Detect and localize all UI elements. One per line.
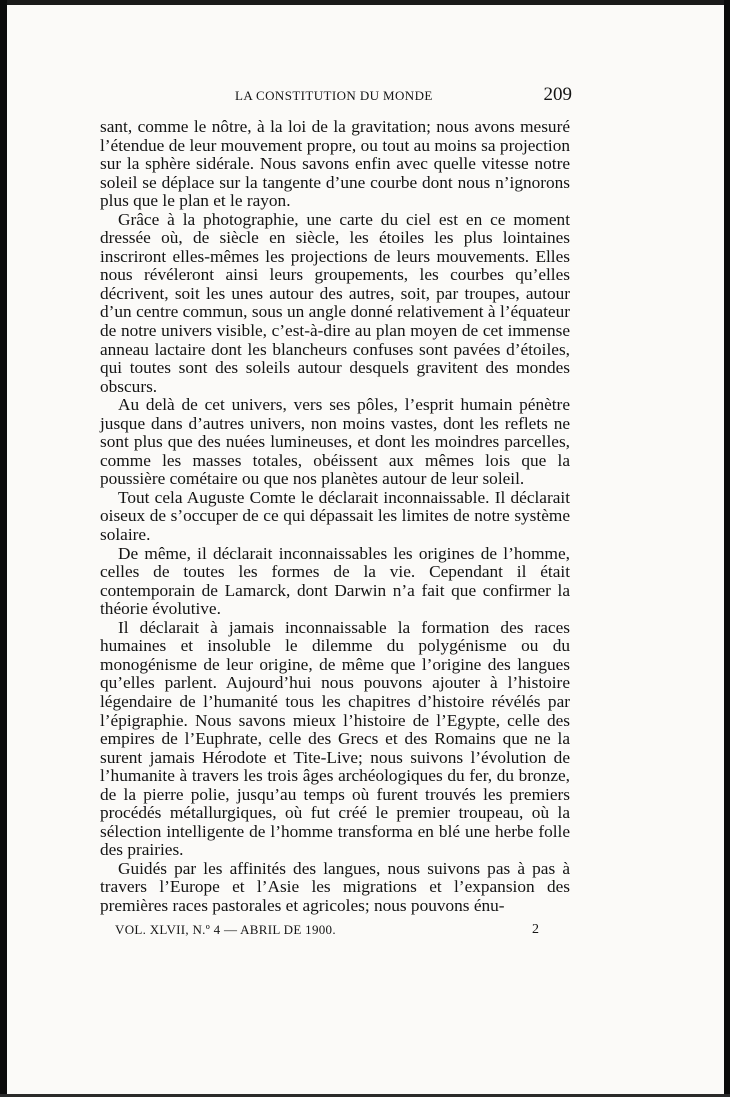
page-footer (100, 922, 570, 942)
paragraph: De même, il déclarait inconnaissables les origines de l’homme, celles de toutes les formes de la vie. Cependant il était contemporain de Lamarck, dont Darwin n’a fait que confirmer la théorie évolutive. (100, 543, 570, 619)
paragraph: Il déclarait à jamais inconnaissable la formation des races humaines et insoluble le dilemme du polygénisme ou du monogénisme de leur origine, de même que l’origine des langues qu’elles parlent. Aujourd’hui nous pouvons ajouter à l’histoire légendaire de l’humanité tous les chapitres d’histoire révélés par l’épigraphie. Nous savons mieux l’histoire de l’Egypte, celle des empires de l’Euphrate, celle des Grecs et des Romains que ne la surent jamais Hérodote et Tite-Live; nous suivons l’évolution de l’humanite à travers les trois âges archéologiques du fer, du bronze, de la pierre polie, jusqu’au temps où furent trouvés les premiers procédés métallurgiques, où fut créé le premier troupeau, où la sélection intelligente de l’homme transforma en blé une herbe folle des prairies. (100, 617, 570, 860)
scan-edge-right (724, 0, 730, 1097)
volume-info: VOL. XLVII, N.º 4 — ABRIL DE 1900. (115, 921, 336, 937)
paragraph: sant, comme le nôtre, à la loi de la gravitation; nous avons mesuré l’étendue de leur mouvement propre, ou tout au moins sa projection sur la sphère sidérale. Nous savons enfin avec quelle vitesse notre soleil se déplace sur la tangente d’une courbe dont nous n’ignorons plus que le plan et le rayon. (100, 117, 570, 211)
signature-mark: 2 (532, 921, 539, 937)
text-block (100, 84, 570, 942)
paragraph: Au delà de cet univers, vers ses pôles, l’esprit humain pénètre jusque dans d’autres univers, non moins vastes, dont les reflets ne sont plus que des nuées lumineuses, et dont les moindres parcelles, comme les masses totales, obéissent aux mêmes lois que la poussière cométaire ou que nos planètes autour de leur soleil. (100, 395, 570, 489)
scan-edge-top (0, 0, 730, 5)
running-head (100, 84, 570, 112)
paragraph: Guidés par les affinités des langues, nous suivons pas à pas à travers l’Europe et l’Asie les migrations et l’expansion des premières races pastorales et agricoles; nous pouvons énu- (100, 858, 570, 915)
running-title: LA CONSTITUTION DU MONDE (235, 88, 433, 103)
paragraph: Tout cela Auguste Comte le déclarait inconnaissable. Il déclarait oiseux de s’occuper de ce qui dépassait les limites de notre système solaire. (100, 487, 570, 545)
scan-edge-left (0, 0, 7, 1097)
page-number: 209 (543, 84, 572, 105)
paragraph: Grâce à la photographie, une carte du ciel est en ce moment dressée où, de siècle en siècle, les étoiles les plus lointaines inscriront elles-mêmes les projections de leurs mouvements. Elles nous révéleront ainsi leurs groupements, les courbes qu’elles décrivent, soit les unes autour des autres, soit, par troupes, autour d’un centre commun, sous un angle donné relativement à l’équateur de notre univers visible, c’est-à-dire au plan moyen de cet immense anneau lactaire dont les blancheurs confuses sont pavées d’étoiles, qui toutes sont des soleils autour desquels gravitent des mondes obscurs. (100, 209, 570, 396)
body-text (100, 118, 570, 916)
